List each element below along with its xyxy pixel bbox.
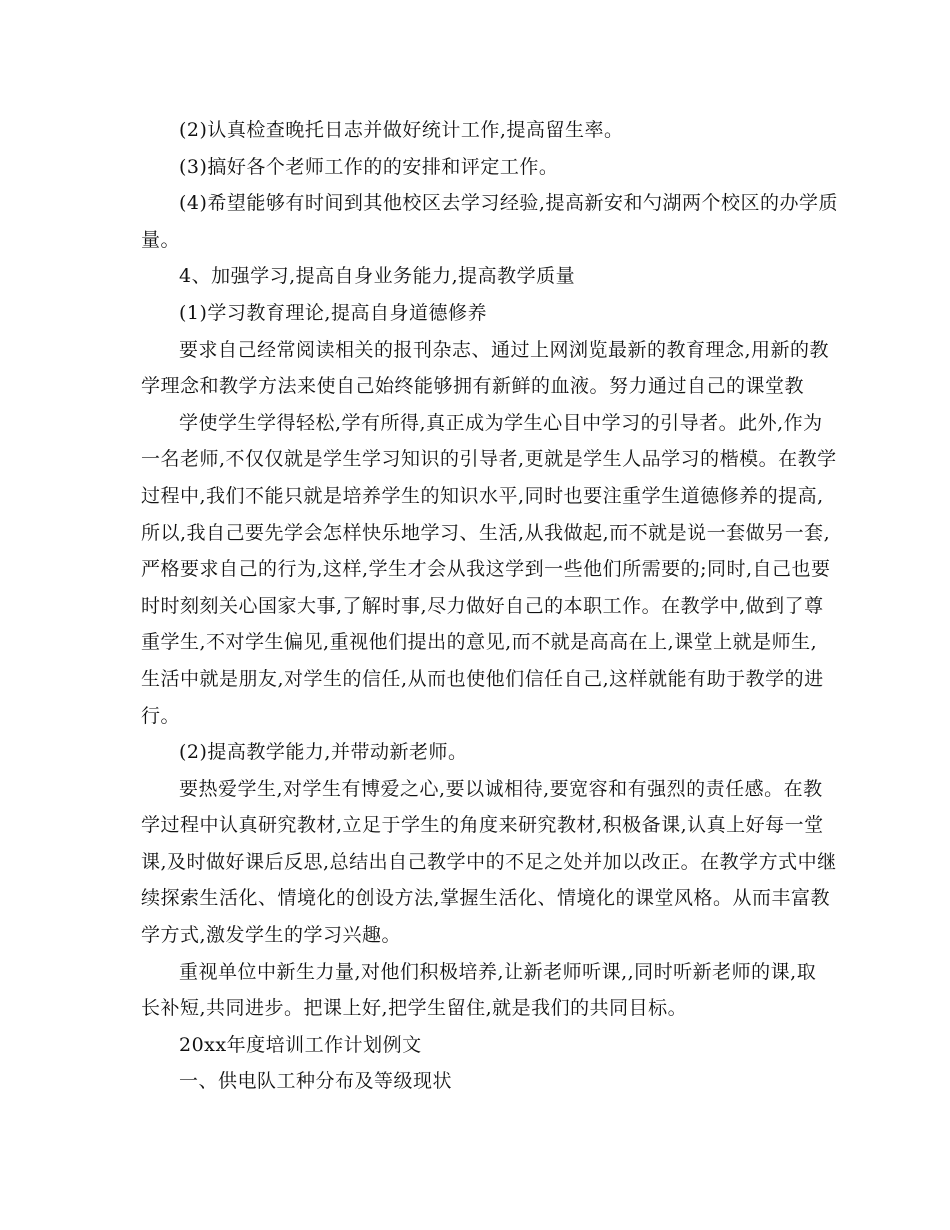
text-line: 学方式,激发学生的学习兴趣。 xyxy=(141,924,402,947)
text-line: 要热爱学生,对学生有博爱之心,要以诚相待,要宽容和有强烈的责任感。在教 xyxy=(179,777,823,800)
text-line: 续探索生活化、情境化的创设方法,掌握生活化、情境化的课堂风格。从而丰富教 xyxy=(141,887,831,910)
text-line: 所以,我自己要先学会怎样快乐地学习、生活,从我做起,而不就是说一套做另一套, xyxy=(141,521,831,544)
text-line: 过程中,我们不能只就是培养学生的知识水平,同时也要注重学生道德修养的提高, xyxy=(141,484,824,507)
text-line: (2)认真检查晚托日志并做好统计工作,提高留生率。 xyxy=(179,119,624,141)
text-line: 一名老师,不仅仅就是学生学习知识的引导者,更就是学生人品学习的楷模。在教学 xyxy=(141,448,837,471)
text-line: 长补短,共同进步。把课上好,把学生留住,就是我们的共同目标。 xyxy=(141,997,688,1020)
subsection-heading: (1)学习教育理论,提高自身道德修养 xyxy=(179,301,487,324)
text-line: 要求自己经常阅读相关的报刊杂志、通过上网浏览最新的教育理念,用新的教 xyxy=(179,338,830,361)
text-line: 时时刻刻关心国家大事,了解时事,尽力做好自己的本职工作。在教学中,做到了尊 xyxy=(141,594,824,617)
text-line: 重视单位中新生力量,对他们积极培养,让新老师听课,,同时听新老师的课,取 xyxy=(179,960,817,983)
text-line: (3)搞好各个老师工作的的安排和评定工作。 xyxy=(179,155,559,178)
subsection-heading: (2)提高教学能力,并带动新老师。 xyxy=(179,741,468,764)
text-line: 课,及时做好课后反思,总结出自己教学中的不足之处并加以改正。在教学方式中继 xyxy=(141,850,837,873)
text-line: 重学生,不对学生偏见,重视他们提出的意见,而不就是高高在上,课堂上就是师生, xyxy=(141,631,818,654)
text-line: 学理念和教学方法来使自己始终能够拥有新鲜的血液。努力通过自己的课堂教 xyxy=(141,375,805,398)
text-line: 生活中就是朋友,对学生的信任,从而也使他们信任自己,这样就能有助于教学的进 xyxy=(141,667,824,690)
section-heading: 一、供电队工种分布及等级现状 xyxy=(179,1070,453,1093)
text-line: 严格要求自己的行为,这样,学生才会从我这学到一些他们所需要的;同时,自己也要 xyxy=(141,558,831,581)
text-line: 学过程中认真研究教材,立足于学生的角度来研究教材,积极备课,认真上好每一堂 xyxy=(141,814,824,837)
text-line: 学使学生学得轻松,学有所得,真正成为学生心目中学习的引导者。此外,作为 xyxy=(179,411,823,434)
section-heading: 4、加强学习,提高自身业务能力,提高教学质量 xyxy=(179,265,576,288)
text-line: 量。 xyxy=(141,228,181,251)
document-body xyxy=(141,112,838,1100)
document-title: 20xx年度培训工作计划例文 xyxy=(179,1033,422,1056)
text-line: 行。 xyxy=(141,704,181,727)
text-line: (4)希望能够有时间到其他校区去学习经验,提高新安和勺湖两个校区的办学质 xyxy=(179,192,838,215)
